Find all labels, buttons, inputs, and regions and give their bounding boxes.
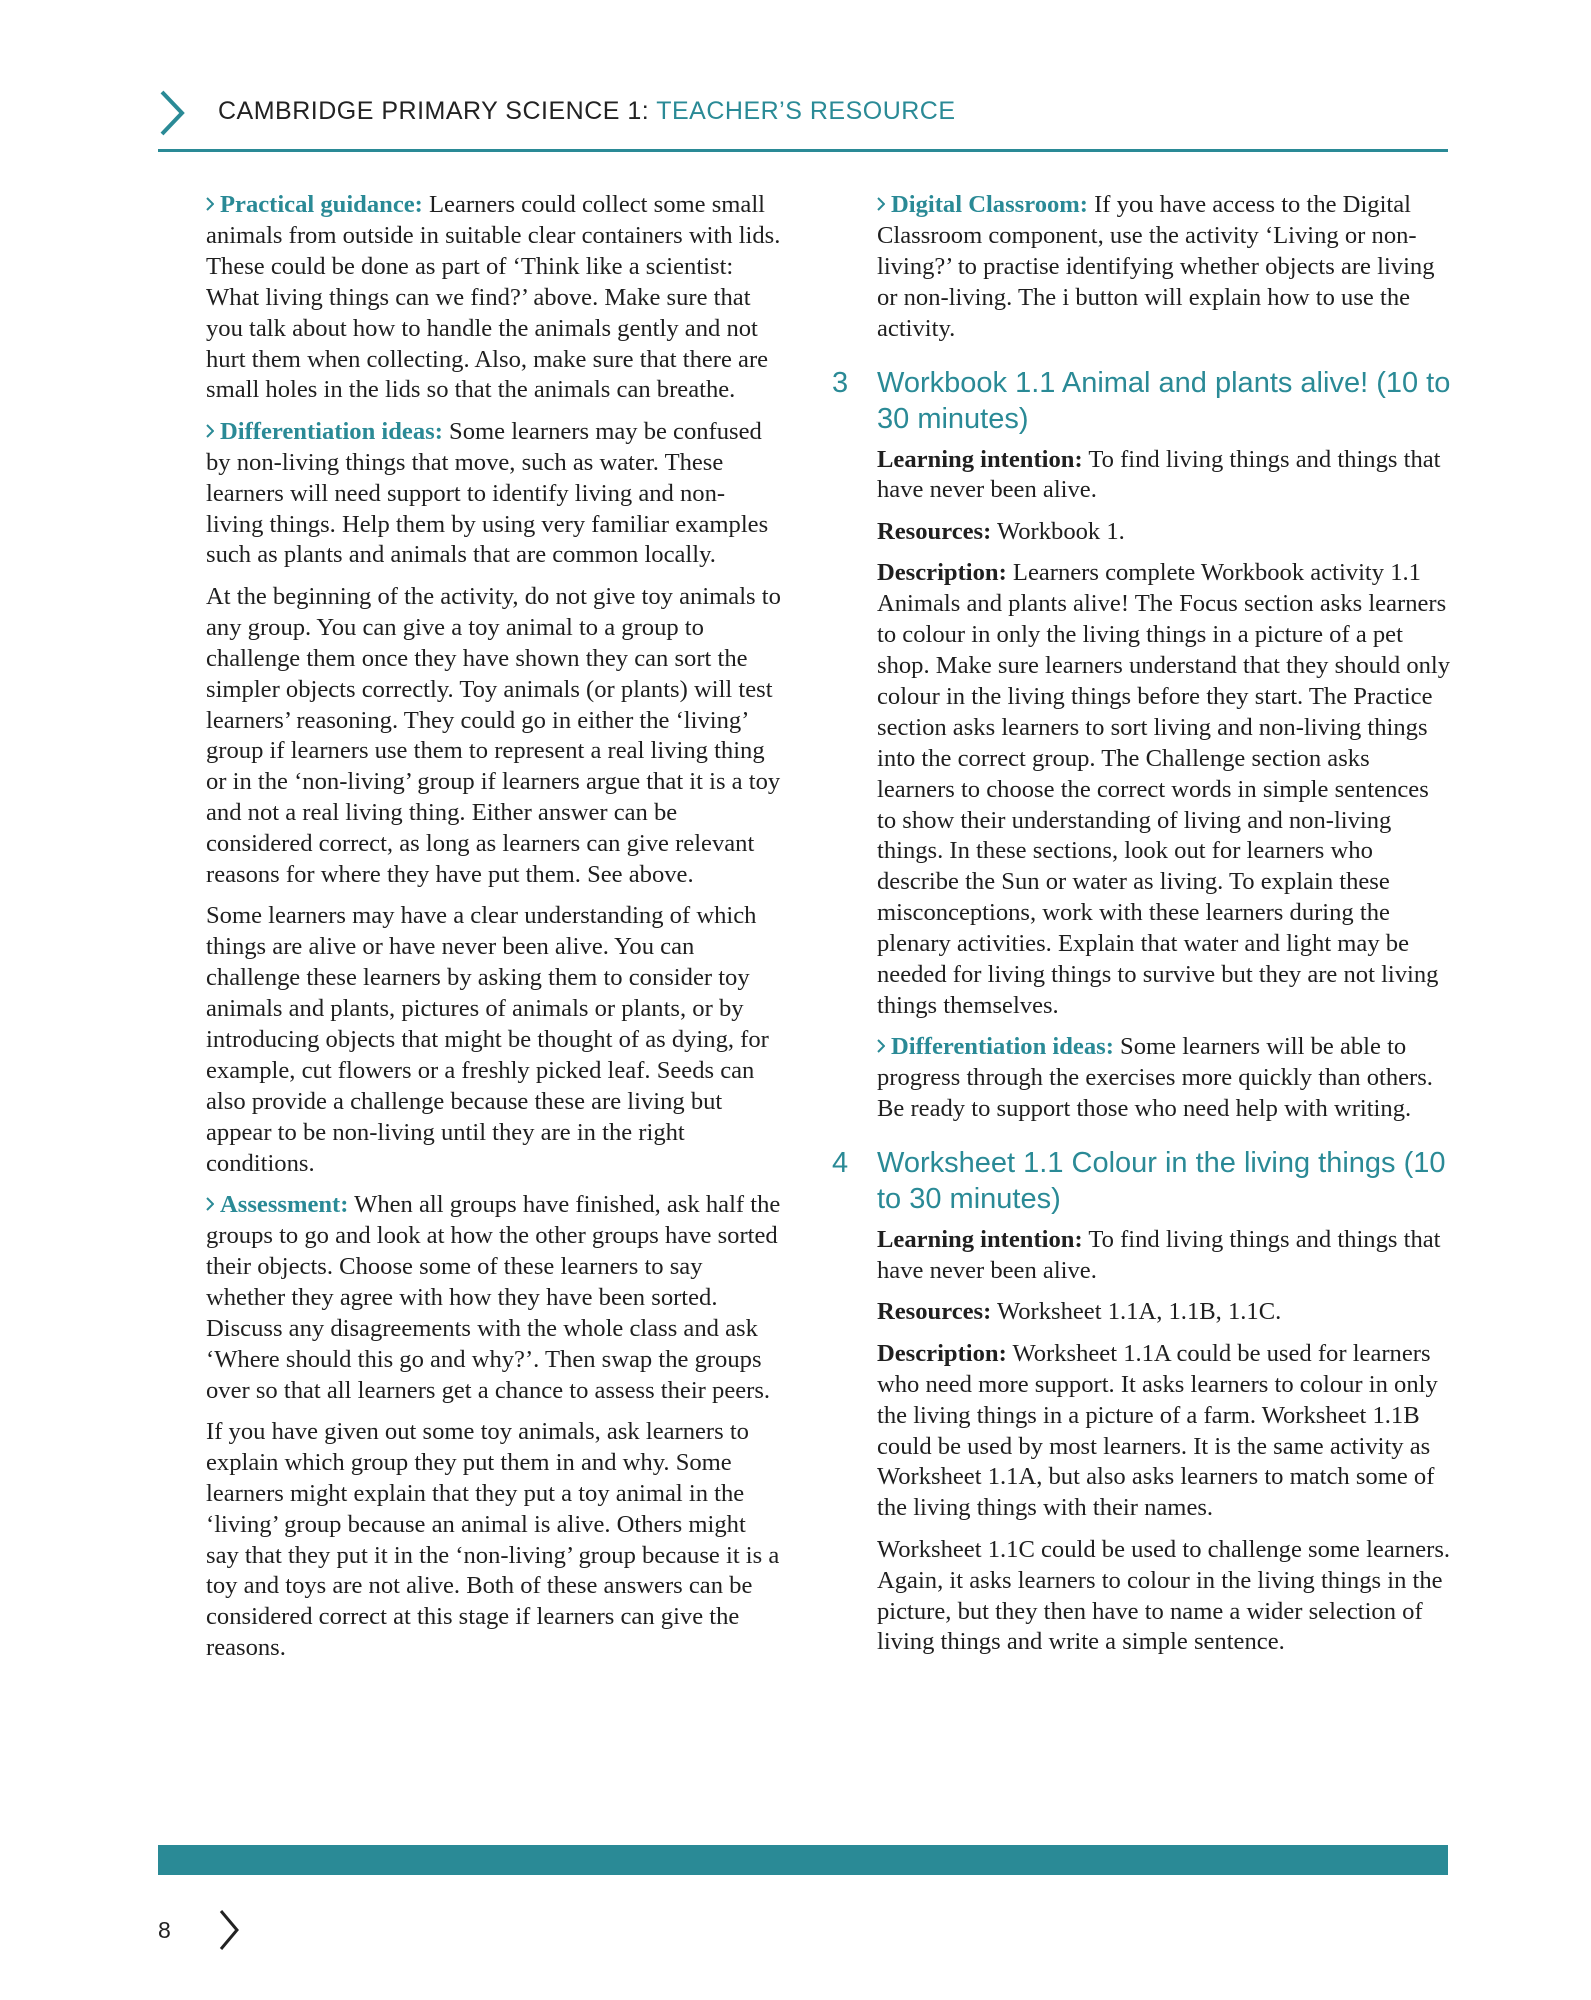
practical-guidance-paragraph	[206, 190, 781, 406]
section-number: 3	[832, 366, 849, 399]
chevron-right-icon	[158, 89, 186, 137]
learning-intention: Learning intention: To find living things and things that have never been alive.	[877, 1226, 1441, 1284]
header-title	[218, 97, 956, 126]
practical-guidance-text: Learners could collect some small animals from outside in suitable clear containers with lids. These could be done as part of ‘Think like a scientist: What living things can we find?’ above. Make sure that you talk about how to handle the animals gently and not hurt them when collecting. Also, make sure that there are small holes in the lids so that the animals can breathe.	[206, 191, 781, 404]
practical-guidance-label: Practical guidance:	[206, 191, 423, 218]
section-title: Workbook 1.1 Animal and plants alive! (10 to 30 minutes)	[877, 366, 1451, 435]
assessment-paragraph	[206, 1190, 781, 1406]
chevron-right-icon	[206, 424, 214, 438]
differentiation-paragraph	[206, 417, 781, 572]
toy-animals-paragraph: At the beginning of the activity, do not give toy animals to any group. You can give a toy animal to a group to challenge them once they have shown they can sort the simpler objects correctly. Toy animals (or plants) will test learners’ reasoning. They could go in either the ‘living’ group if learners use them to represent a real living thing or in the ‘non-living’ group if learners argue that it is a toy and not a real living thing. Either answer can be considered correct, as long as learners can give relevant reasons for where they have put them. See above.	[206, 582, 781, 889]
digital-classroom-paragraph	[877, 190, 1452, 345]
assessment-label: Assessment:	[206, 1191, 348, 1218]
section-3-heading	[832, 365, 1452, 437]
assessment-text: When all groups have finished, ask half the groups to go and look at how the other groups have sorted their objects. Choose some of these learners to say whether they agree with how they have been sorted. Discuss any disagreements with the whole class and ask ‘Where should this go and why?’. Then swap the groups over so that all learners get a chance to assess their peers.	[206, 1191, 781, 1404]
chevron-right-icon	[877, 1039, 885, 1053]
toy-explain-paragraph: If you have given out some toy animals, ask learners to explain which group they put them in and why. Some learners might explain that they put a toy animal in the ‘living’ group because an animal is alive. Others might say that they put it in the ‘non-living’ group because it is a toy and toys are not alive. Both of these answers can be considered correct at this stage if learners can give the reasons.	[206, 1417, 780, 1662]
header-title-sub: TEACHER’S RESOURCE	[656, 97, 956, 125]
learning-intention: Learning intention: To find living things and things that have never been alive.	[877, 445, 1441, 504]
footer-bar	[158, 1845, 1448, 1875]
worksheet-c-paragraph: Worksheet 1.1C could be used to challenge some learners. Again, it asks learners to colour in the living things in the picture, but they then have to name a wider selection of living things and write a simple sentence.	[877, 1535, 1451, 1656]
section-number: 4	[832, 1147, 849, 1180]
differentiation-paragraph: Differentiation ideas: Some learners will be able to progress through the exercises more quickly than others. Be ready to support those who need help with writing.	[877, 1033, 1433, 1123]
left-column	[206, 190, 781, 1675]
right-column	[832, 190, 1452, 1669]
digital-classroom-text: If you have access to the Digital Classroom component, use the activity ‘Living or non-living?’ to practise identifying whether objects are living or non-living. The i button will explain how to use the activity.	[877, 191, 1435, 342]
description: Description: Worksheet 1.1A could be used for learners who need more support. It asks learners to colour in only the living things in a picture of a farm. Worksheet 1.1B could be used by most learners. It is the same activity as Worksheet 1.1A, but also asks learners to match some of the living things with their names.	[877, 1339, 1438, 1522]
section-4-heading	[832, 1145, 1452, 1217]
chevron-right-icon	[206, 1197, 214, 1211]
page-header	[158, 85, 1448, 152]
differentiation-text: Some learners may be confused by non-living things that move, such as water. These learners will need support to identify living and non-living things. Help them by using very familiar examples such as plants and animals that are common locally.	[206, 417, 769, 569]
resources: Resources: Worksheet 1.1A, 1.1B, 1.1C.	[877, 1298, 1282, 1326]
description: Description: Learners complete Workbook activity 1.1 Animals and plants alive! The Focus section asks learners to colour in only the living things in a picture of a pet shop. Make sure learners understand that they should only colour in the living things before they start. The Practice section asks learners to sort living and non-living things into the correct group. The Challenge section asks learners to choose the correct words in simple sentences to show their understanding of living and non-living things. In these sections, look out for learners who describe the Sun or water as living. To explain these misconceptions, work with these learners during the plenary activities. Explain that water and light may be needed for living things to survive but they are not living things themselves.	[877, 559, 1451, 1019]
differentiation-label: Differentiation ideas:	[877, 1033, 1114, 1060]
header-title-main: CAMBRIDGE PRIMARY SCIENCE 1:	[218, 97, 657, 125]
section-title: Worksheet 1.1 Colour in the living things (10 to 30 minutes)	[877, 1147, 1446, 1216]
chevron-right-icon	[877, 197, 885, 211]
resources: Resources: Workbook 1.	[877, 517, 1125, 545]
chevron-right-icon	[206, 197, 214, 211]
chevron-right-icon	[218, 1908, 240, 1952]
challenge-paragraph: Some learners may have a clear understanding of which things are alive or have never been alive. You can challenge these learners by asking them to consider toy animals and plants, pictures of animals or plants, or by introducing objects that might be thought of as dying, for example, cut flowers or a freshly picked leaf. Seeds can also provide a challenge because these are living but appear to be non-living until they are in the right conditions.	[206, 902, 769, 1177]
page-number: 8	[158, 1917, 171, 1943]
differentiation-label: Differentiation ideas:	[206, 418, 443, 445]
digital-classroom-label: Digital Classroom:	[877, 191, 1088, 218]
